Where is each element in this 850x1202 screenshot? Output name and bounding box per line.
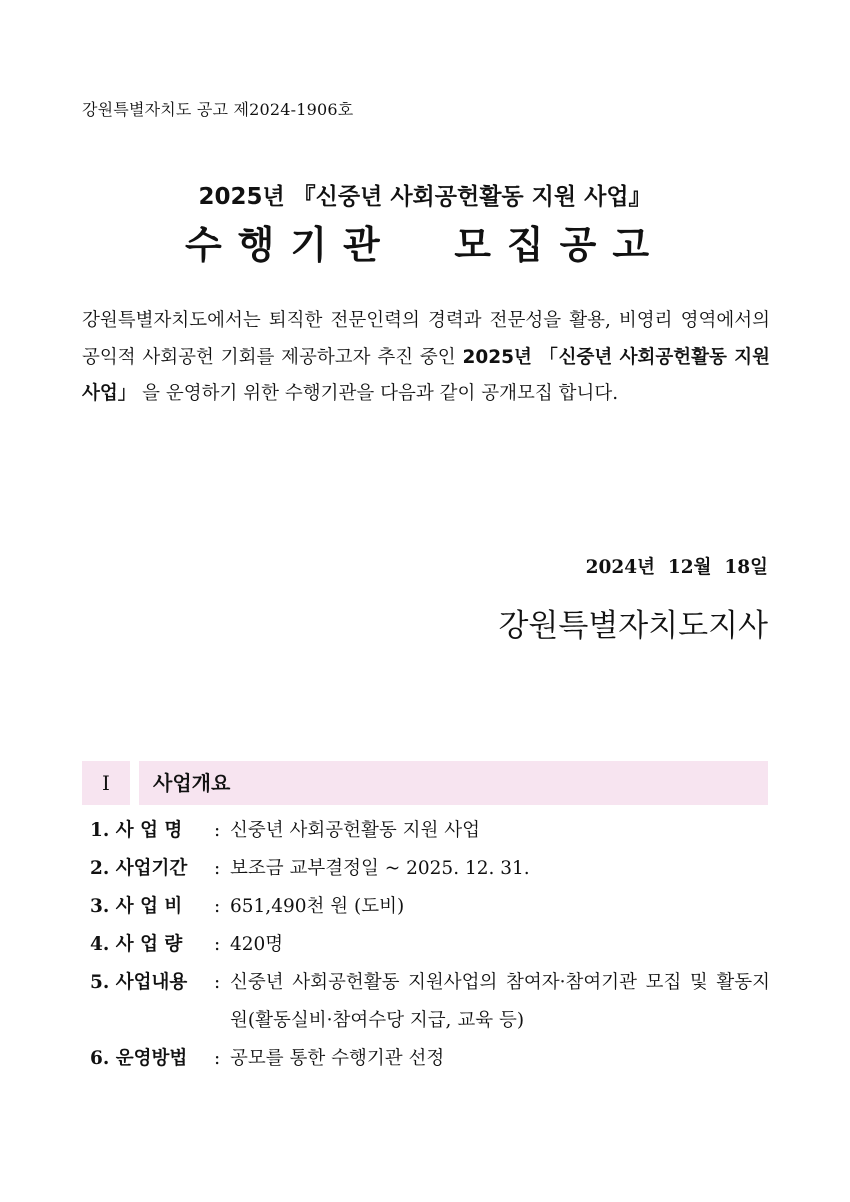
list-item <box>90 888 770 926</box>
item-value: 신중년 사회공헌활동 지원 사업 <box>230 820 480 841</box>
list-item <box>90 926 770 964</box>
item-label: 2. 사업기간 <box>90 858 188 879</box>
item-separator: : <box>214 858 221 879</box>
item-label: 6. 운영방법 <box>90 1048 188 1069</box>
item-label: 4. 사 업 량 <box>90 934 183 955</box>
item-label: 5. 사업내용 <box>90 972 188 993</box>
section-title: 사업개요 <box>139 761 768 805</box>
item-separator: : <box>214 1048 221 1069</box>
item-label: 3. 사 업 비 <box>90 896 183 917</box>
item-separator: : <box>214 820 221 841</box>
section-header <box>82 761 768 805</box>
item-separator: : <box>214 972 221 993</box>
list-item <box>90 812 770 850</box>
list-item <box>90 1040 770 1078</box>
item-value: 보조금 교부결정일 ~ 2025. 12. 31. <box>230 858 530 879</box>
item-value: 공모를 통한 수행기관 선정 <box>230 1048 445 1069</box>
title-line-1: 2025년 『신중년 사회공헌활동 지원 사업』 <box>198 184 652 210</box>
intro-text-bold: 2025년 「신중년 사회공헌활동 지원 사업」 <box>82 346 771 404</box>
item-value: 651,490천 원 (도비) <box>230 896 405 917</box>
intro-paragraph <box>82 303 770 413</box>
notice-number: 강원특별자치도 공고 제2024-1906호 <box>82 100 354 119</box>
item-separator: : <box>214 934 221 955</box>
item-separator: : <box>214 896 221 917</box>
intro-text-2: 을 운영하기 위한 수행기관을 다음과 같이 공개모집 합니다. <box>136 383 619 404</box>
intro-text-1: 강원특별자치도에서는 퇴직한 전문인력의 경력과 전문성을 활용, 비영리 영역에서의 공익적 사회공헌 기회를 제공하고자 추진 중인 <box>82 310 770 368</box>
item-value: 신중년 사회공헌활동 지원사업의 참여자·참여기관 모집 및 활동지원(활동실비·참여수당 지급, 교육 등) <box>230 972 770 1031</box>
announcement-date: 2024년 12월 18일 <box>585 557 768 578</box>
list-item <box>90 964 770 1040</box>
signer: 강원특별자치도지사 <box>498 608 768 644</box>
section-number: I <box>82 761 130 805</box>
overview-list <box>90 812 770 1078</box>
item-label: 1. 사 업 명 <box>90 820 183 841</box>
title-line-2: 수행기관 모집공고 <box>184 223 666 267</box>
item-value: 420명 <box>230 934 284 955</box>
list-item <box>90 850 770 888</box>
